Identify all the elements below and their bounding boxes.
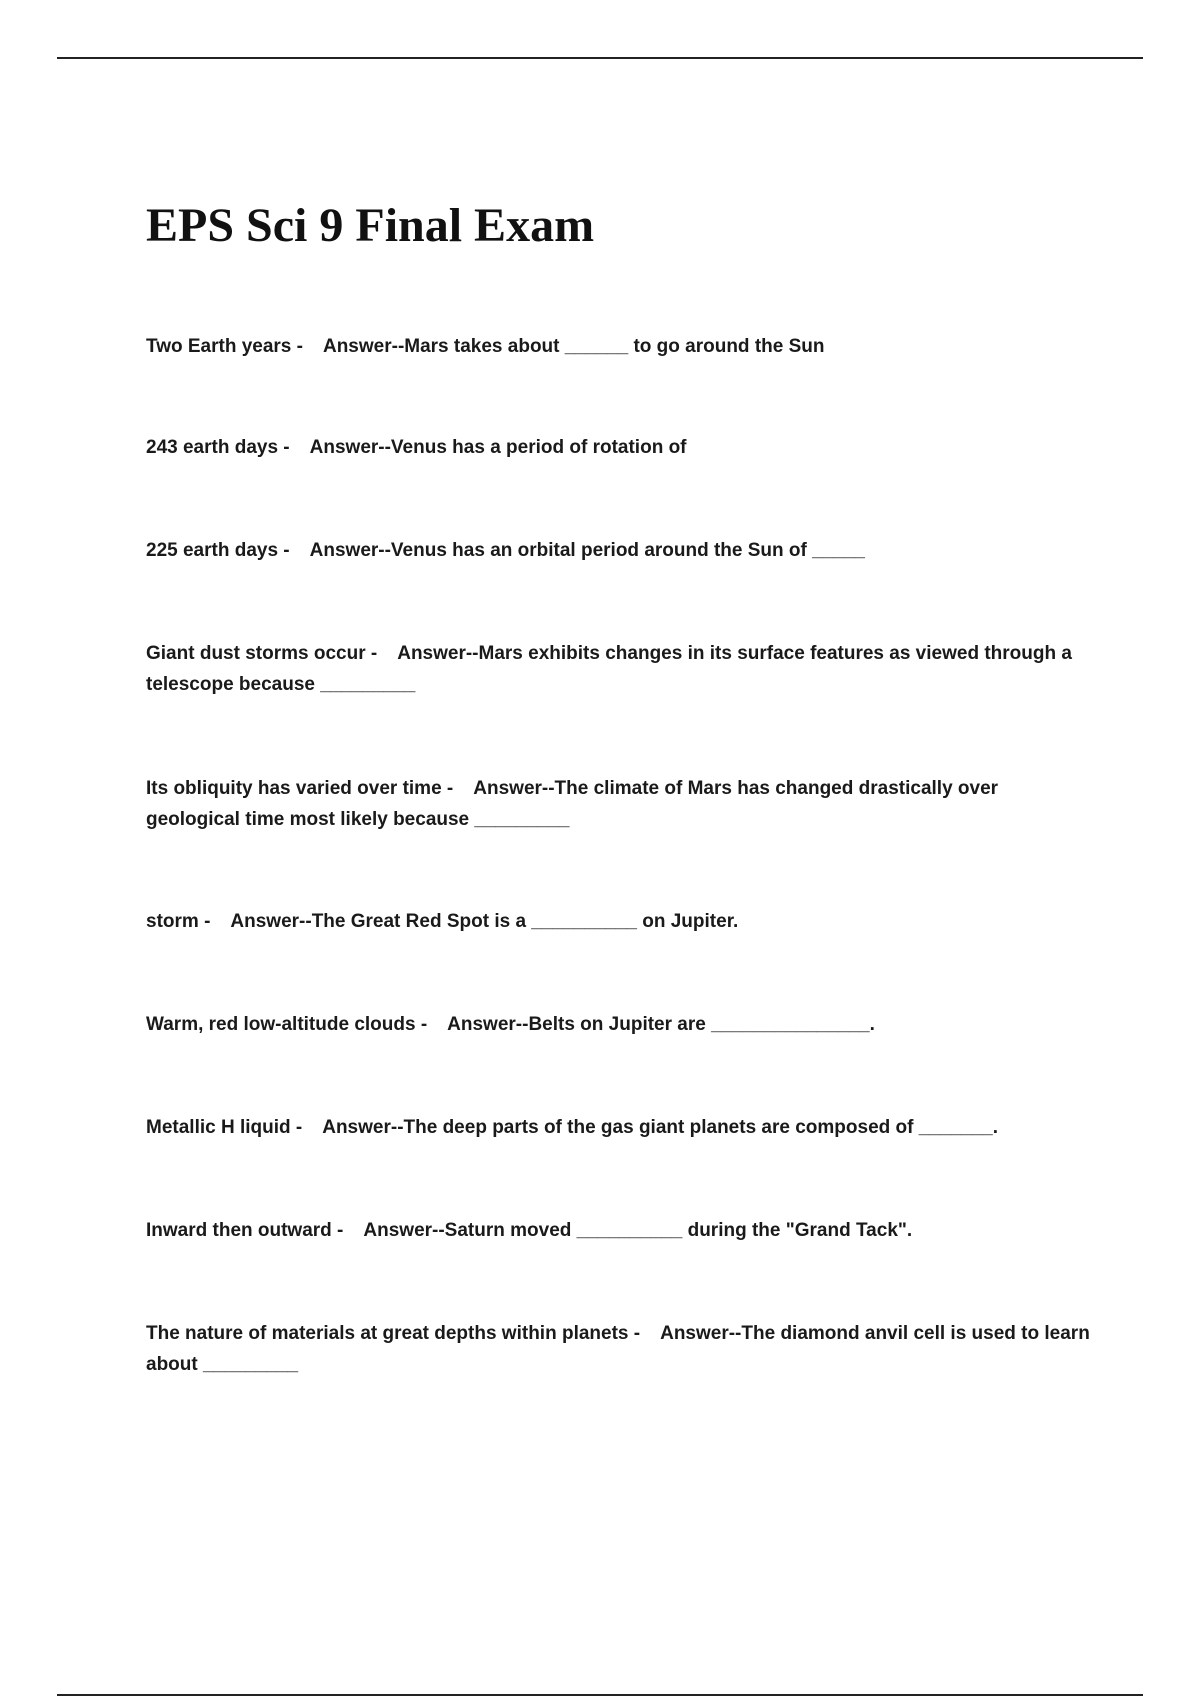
bottom-rule	[57, 1694, 1143, 1696]
qa-entry-3	[146, 535, 1096, 566]
entry-term: 243 earth days -	[146, 437, 290, 458]
qa-entry-8	[146, 1112, 1096, 1143]
entry-answer: Answer--The climate of Mars has changed drastically over geological time most likely because _________	[146, 778, 999, 830]
qa-entry-2	[146, 432, 1096, 463]
entry-term: Its obliquity has varied over time -	[146, 778, 453, 799]
top-rule	[57, 57, 1143, 59]
entry-term: Two Earth years -	[146, 336, 303, 357]
entry-term: Metallic H liquid -	[146, 1117, 302, 1138]
qa-entry-6	[146, 906, 1096, 937]
entry-term: Inward then outward -	[146, 1220, 343, 1241]
entry-term: Giant dust storms occur -	[146, 643, 377, 664]
qa-entry-5	[146, 773, 1096, 835]
qa-entry-7	[146, 1009, 1096, 1040]
qa-entry-9	[146, 1215, 1096, 1246]
page-title: EPS Sci 9 Final Exam	[146, 199, 595, 252]
entry-answer: Answer--Venus has a period of rotation of	[309, 437, 687, 458]
entry-answer: Answer--The Great Red Spot is a __________ on Jupiter.	[230, 911, 739, 932]
entry-answer: Answer--The deep parts of the gas giant planets are composed of _______.	[322, 1117, 998, 1138]
qa-entry-4	[146, 638, 1096, 700]
qa-entry-1	[146, 331, 1096, 362]
entry-term: Warm, red low-altitude clouds -	[146, 1014, 427, 1035]
entry-answer: Answer--The diamond anvil cell is used to learn about _________	[146, 1323, 1090, 1375]
entry-answer: Answer--Mars exhibits changes in its surface features as viewed through a telescope because _________	[146, 643, 1072, 695]
qa-entry-10	[146, 1318, 1096, 1380]
entry-answer: Answer--Mars takes about ______ to go around the Sun	[322, 336, 825, 357]
entry-term: 225 earth days -	[146, 540, 290, 561]
entry-answer: Answer--Venus has an orbital period around the Sun of _____	[309, 540, 865, 561]
entry-term: The nature of materials at great depths within planets -	[146, 1323, 640, 1344]
entry-term: storm -	[146, 911, 210, 932]
entry-answer: Answer--Belts on Jupiter are _______________.	[447, 1014, 875, 1035]
entry-answer: Answer--Saturn moved __________ during the "Grand Tack".	[363, 1220, 913, 1241]
